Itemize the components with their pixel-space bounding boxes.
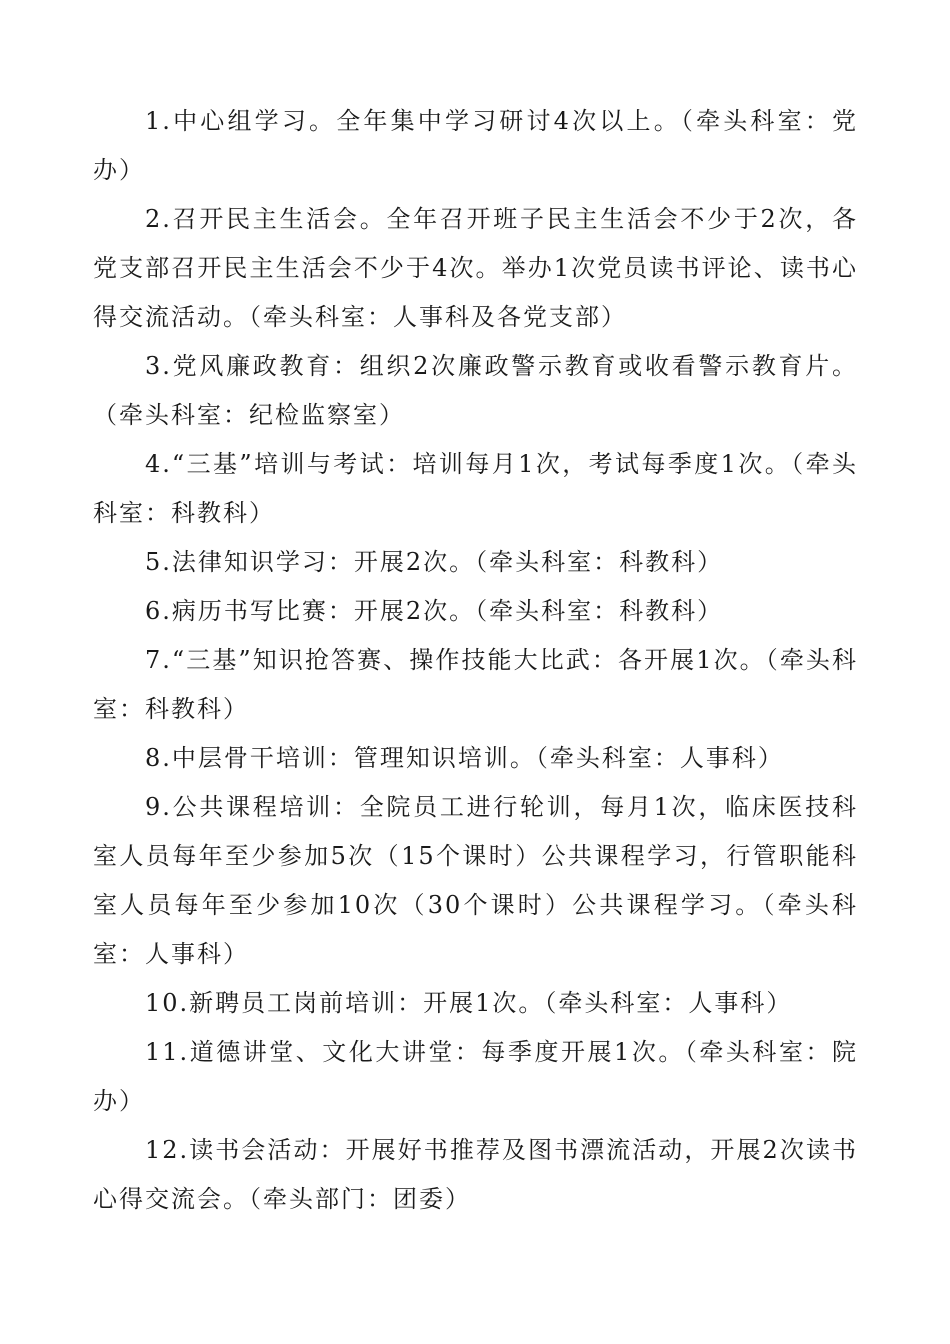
list-item: 5.法律知识学习：开展2次。（牵头科室：科教科） [145,548,724,576]
list-item: 6.病历书写比赛：开展2次。（牵头科室：科教科） [145,597,724,625]
list-item: 4.“三基”培训与考试：培训每月1次，考试每季度1次。（牵头科室：科教科） [93,450,858,527]
list-item: 1.中心组学习。全年集中学习研讨4次以上。（牵头科室：党办） [93,107,858,184]
list-item: 9.公共课程培训：全院员工进行轮训，每月1次，临床医技科室人员每年至少参加5次（15个课时）公共课程学习，行管职能科室人员每年至少参加10次（30个课时）公共课程学习。（牵头科室：人事科） [93,793,858,968]
list-item: 2.召开民主生活会。全年召开班子民主生活会不少于2次，各党支部召开民主生活会不少于4次。举办1次党员读书评论、读书心得交流活动。（牵头科室：人事科及各党支部） [93,205,858,331]
list-item: 11.道德讲堂、文化大讲堂：每季度开展1次。（牵头科室：院办） [93,1038,858,1115]
list-item: 7.“三基”知识抢答赛、操作技能大比武：各开展1次。（牵头科室：科教科） [93,646,858,723]
document-body [93,97,858,1224]
list-item: 3.党风廉政教育：组织2次廉政警示教育或收看警示教育片。（牵头科室：纪检监察室） [93,352,858,429]
list-item: 8.中层骨干培训：管理知识培训。（牵头科室：人事科） [145,744,784,772]
list-item: 10.新聘员工岗前培训：开展1次。（牵头科室：人事科） [145,989,793,1017]
list-item: 12.读书会活动：开展好书推荐及图书漂流活动，开展2次读书心得交流会。（牵头部门：团委） [93,1136,858,1213]
